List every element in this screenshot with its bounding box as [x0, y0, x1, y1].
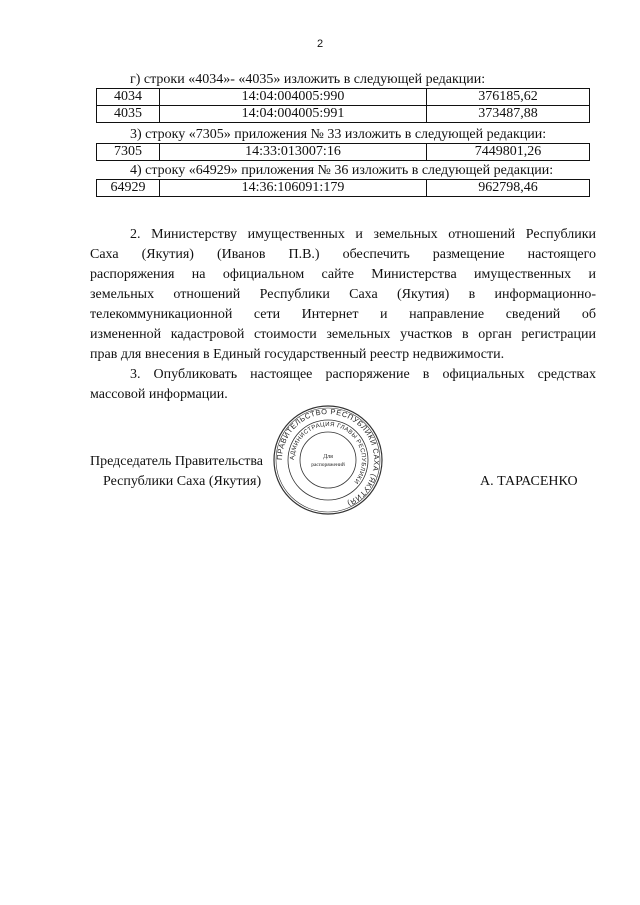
table-cell: 7305 [97, 144, 160, 161]
table-row [97, 180, 590, 197]
table-cell: 7449801,26 [427, 144, 590, 161]
table-row [97, 144, 590, 161]
text-line: прав для внесения в Единый государственный реестр недвижимости. [90, 347, 505, 362]
text-line: измененной кадастровой стоимости земельных участков в орган регистрации [90, 327, 596, 342]
text-line: земельных отношений Республики Саха (Якутия) в информационно- [90, 287, 596, 302]
text-line: массовой информации. [90, 387, 228, 402]
table-cell: 14:36:106091:179 [160, 180, 427, 197]
stamp-outer-text: ПРАВИТЕЛЬСТВО РЕСПУБЛИКИ САХА (ЯКУТИЯ) [274, 406, 382, 509]
page-number: 2 [316, 38, 324, 50]
cadastral-table [96, 179, 590, 197]
text-line: Саха (Якутия) (Иванов П.В.) обеспечить размещение настоящего [90, 247, 596, 262]
table-cell: 376185,62 [427, 89, 590, 106]
table-cell: 4035 [97, 106, 160, 123]
text-line: 3. Опубликовать настоящее распоряжение в официальных средствах [130, 367, 596, 382]
text-line: телекоммуникационной сети Интернет и направление сведений об [90, 307, 596, 322]
table-cell: 14:04:004005:991 [160, 106, 427, 123]
table-cell: 962798,46 [427, 180, 590, 197]
table-cell: 4034 [97, 89, 160, 106]
cadastral-table [96, 88, 590, 123]
stamp-center-text: Для [323, 454, 333, 460]
paragraph-2 [90, 225, 596, 365]
section-heading: 3) строку «7305» приложения № 33 изложить в следующей редакции: [130, 127, 547, 142]
table-row [97, 106, 590, 123]
text-line: 2. Министерству имущественных и земельных отношений Республики [130, 227, 596, 242]
table-cell: 373487,88 [427, 106, 590, 123]
signatory-title: Председатель Правительства [90, 454, 263, 469]
text-line: распоряжения на официальном сайте Министерства имущественных и [90, 267, 596, 282]
stamp-center-text: распоряжений [311, 462, 345, 468]
section-heading: 4) строку «64929» приложения № 36 изложить в следующей редакции: [130, 163, 554, 178]
cadastral-table [96, 143, 590, 161]
table-cell: 14:04:004005:990 [160, 89, 427, 106]
official-seal-stamp [272, 404, 384, 516]
table-cell: 14:33:013007:16 [160, 144, 427, 161]
stamp-inner-text: АДМИНИСТРАЦИЯ ГЛАВЫ РЕСПУБЛИКИ [289, 421, 367, 485]
section-heading: г) строки «4034»- «4035» изложить в следующей редакции: [130, 72, 486, 87]
paragraph-3 [90, 365, 596, 405]
table-row [97, 89, 590, 106]
table-cell: 64929 [97, 180, 160, 197]
signatory-name: А. ТАРАСЕНКО [480, 474, 578, 489]
signatory-title-line2: Республики Саха (Якутия) [103, 474, 262, 489]
